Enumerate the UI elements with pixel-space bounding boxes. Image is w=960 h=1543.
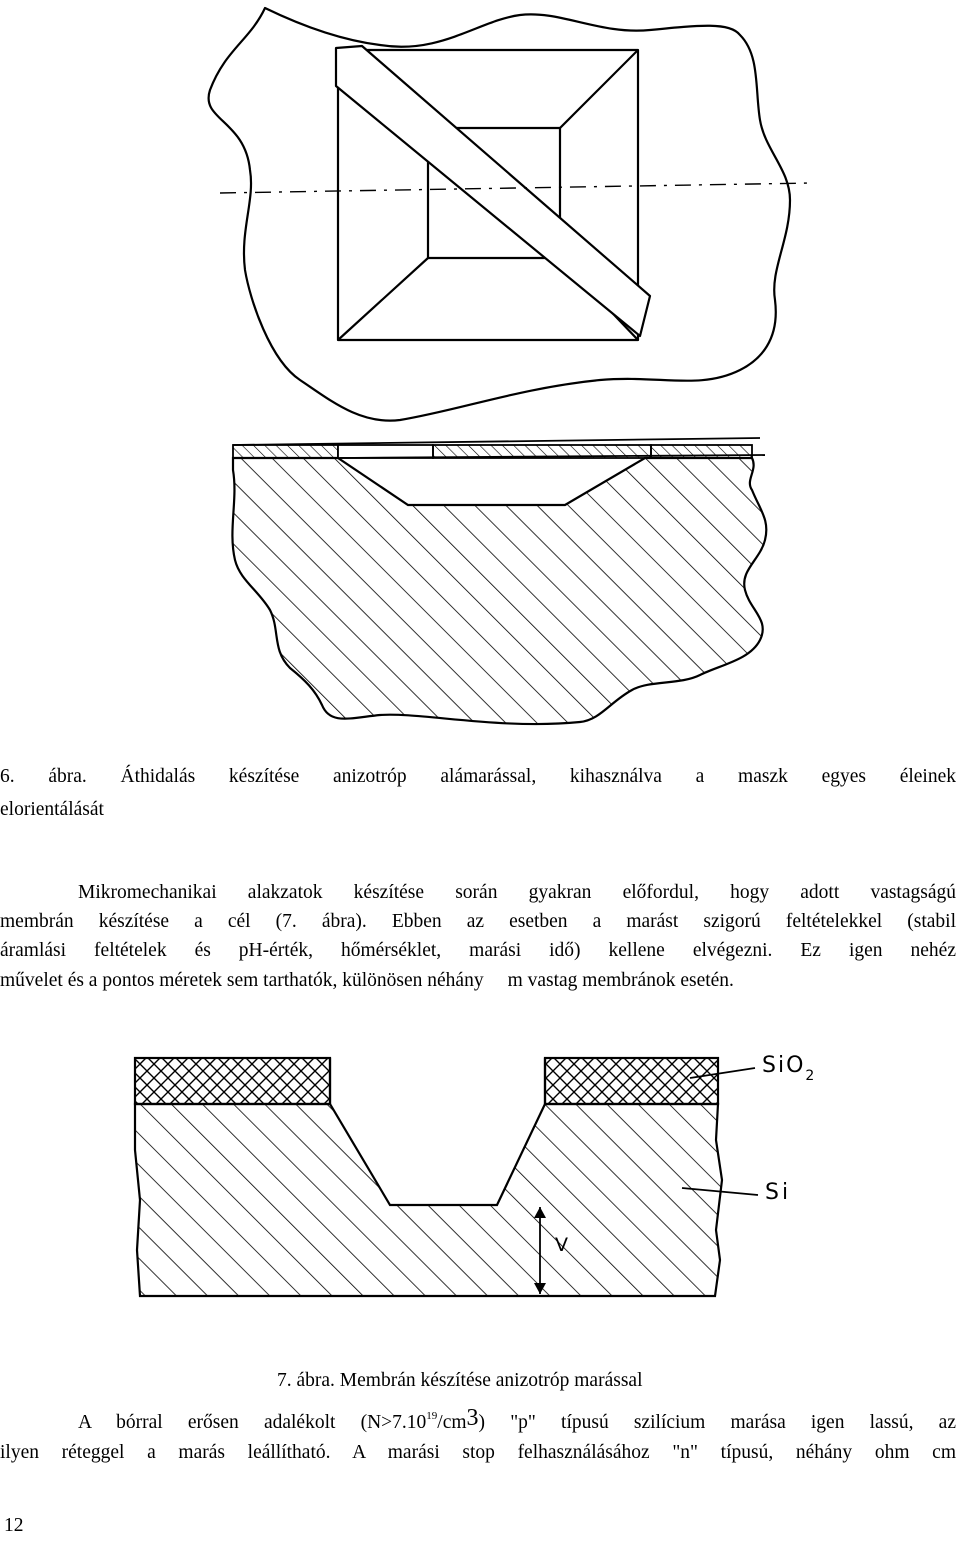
bridge-strip	[336, 46, 650, 336]
figure-7-caption: 7. ábra. Membrán készítése anizotróp marással	[277, 1370, 643, 1391]
paragraph1-line1: Mikromechanikai alakzatok készítése során gyakran előfordul, hogy adott vastagságú	[78, 882, 956, 903]
paragraph1-line3: áramlási feltételek és pH-érték, hőmérséklet, marási idő) kellene elvégezni. Ez igen nehéz	[0, 940, 956, 961]
sio2-layer-left	[135, 1058, 330, 1104]
label-si: Si	[765, 1180, 792, 1205]
paragraph2-line2: ilyen réteggel a marás leállítható. A marási stop felhasználásához "n" típusú, néhány ohm cm	[0, 1442, 956, 1463]
paragraph1-line2: membrán készítése a cél (7. ábra). Ebben az esetben a marást szigorú feltételekkel (stabil	[0, 911, 956, 932]
paragraph2-line1: A bórral erősen adalékolt $(N>7.10^{19}/cm3)$ "p" típusú szilícium marása igen lassú, az	[78, 1405, 956, 1433]
silicon-substrate	[135, 1104, 722, 1296]
substrate-silicon	[232, 458, 766, 724]
figure-7-membrane-diagram	[0, 1040, 960, 1310]
paragraph1-line4	[0, 971, 734, 991]
mask-bridge	[338, 445, 433, 458]
figure-6-cross-section	[0, 430, 960, 730]
figure-6-caption-line1: 6. ábra. Áthidalás készítése anizotróp alámarással, kihasználva a maszk egyes éleinek	[0, 766, 956, 787]
label-v: V	[555, 1234, 568, 1256]
sio2-layer-right	[545, 1058, 718, 1104]
paragraph1-line4-b: m vastag membránok esetén.	[507, 970, 734, 991]
figure-6-caption-line2: elorientálását	[0, 799, 104, 820]
mask-layer-left	[233, 445, 338, 458]
page-number: 12	[4, 1515, 24, 1536]
paragraph1-line4-a: művelet és a pontos méretek sem tarthatók, különösen néhány	[0, 970, 484, 991]
label-sio2: SiO$_2$	[762, 1053, 817, 1084]
figure-6-top-view	[0, 0, 960, 430]
